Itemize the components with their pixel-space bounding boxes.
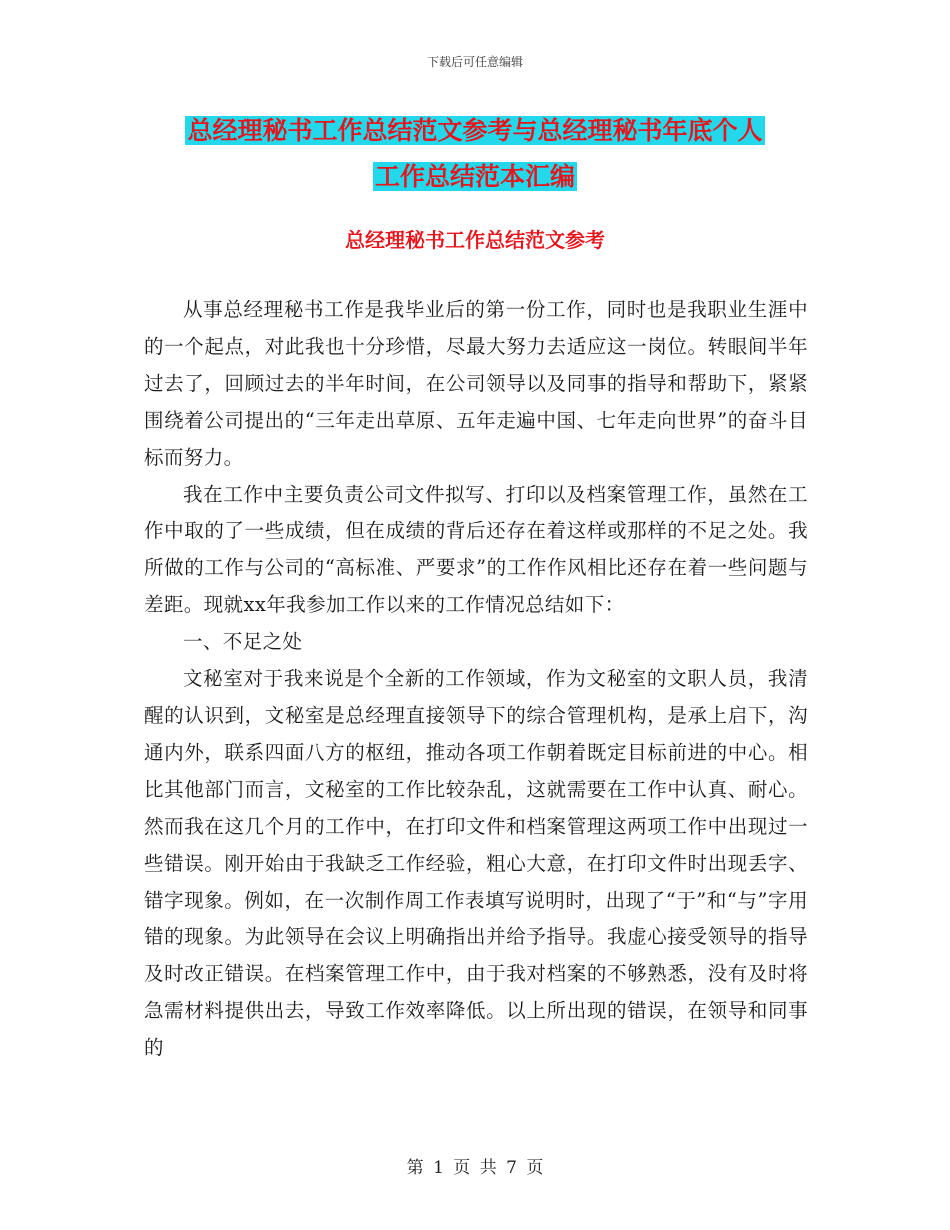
section-title: 总经理秘书工作总结范文参考: [345, 228, 605, 252]
document-title-line-1: 总经理秘书工作总结范文参考与总经理秘书年底个人: [187, 116, 763, 145]
page-header-note: 下载后可任意编辑: [426, 55, 523, 69]
section-heading: 一、不足之处: [183, 630, 303, 654]
body-paragraph: 文秘室对于我来说是个全新的工作领域，作为文秘室的文职人员，我清醒的认识到，文秘室是总经理直接领导下的综合管理机构，是承上启下，沟通内外，联系四面八方的枢纽，推动各项工作朝着既定目标前进的中心。相比其他部门而言，文秘室的工作比较杂乱，这就需要在工作中认真、耐心。然而我在这几个月的工作中，在打印文件和档案管理这两项工作中出现过一些错误。刚开始由于我缺乏工作经验，粗心大意，在打印文件时出现丢字、错字现象。例如，在一次制作周工作表填写说明时，出现了“于”和“与”字用错的现象。为此领导在会议上明确指出并给予指导。我虚心接受领导的指导及时改正错误。在档案管理工作中，由于我对档案的不够熟悉，没有及时将急需材料提供出去，导致工作效率降低。以上所出现的错误，在领导和同事的: [144, 667, 808, 1060]
page-number-footer: 第 1 页 共 7 页: [406, 1158, 544, 1178]
body-paragraph: 我在工作中主要负责公司文件拟写、打印以及档案管理工作，虽然在工作中取的了一些成绩，但在成绩的背后还存在着这样或那样的不足之处。我所做的工作与公司的“高标准、严要求”的工作作风相比还存在着一些问题与差距。现就xx年我参加工作以来的工作情况总结如下：: [144, 482, 808, 617]
document-title-line-2: 工作总结范本汇编: [374, 162, 575, 191]
document-body: [144, 292, 808, 1067]
document-title: [100, 108, 850, 200]
body-paragraph: 从事总经理秘书工作是我毕业后的第一份工作，同时也是我职业生涯中的一个起点，对此我也十分珍惜，尽最大努力去适应这一岗位。转眼间半年过去了，回顾过去的半年时间，在公司领导以及同事的指导和帮助下，紧紧围绕着公司提出的“三年走出草原、五年走遍中国、七年走向世界”的奋斗目标而努力。: [144, 298, 808, 469]
